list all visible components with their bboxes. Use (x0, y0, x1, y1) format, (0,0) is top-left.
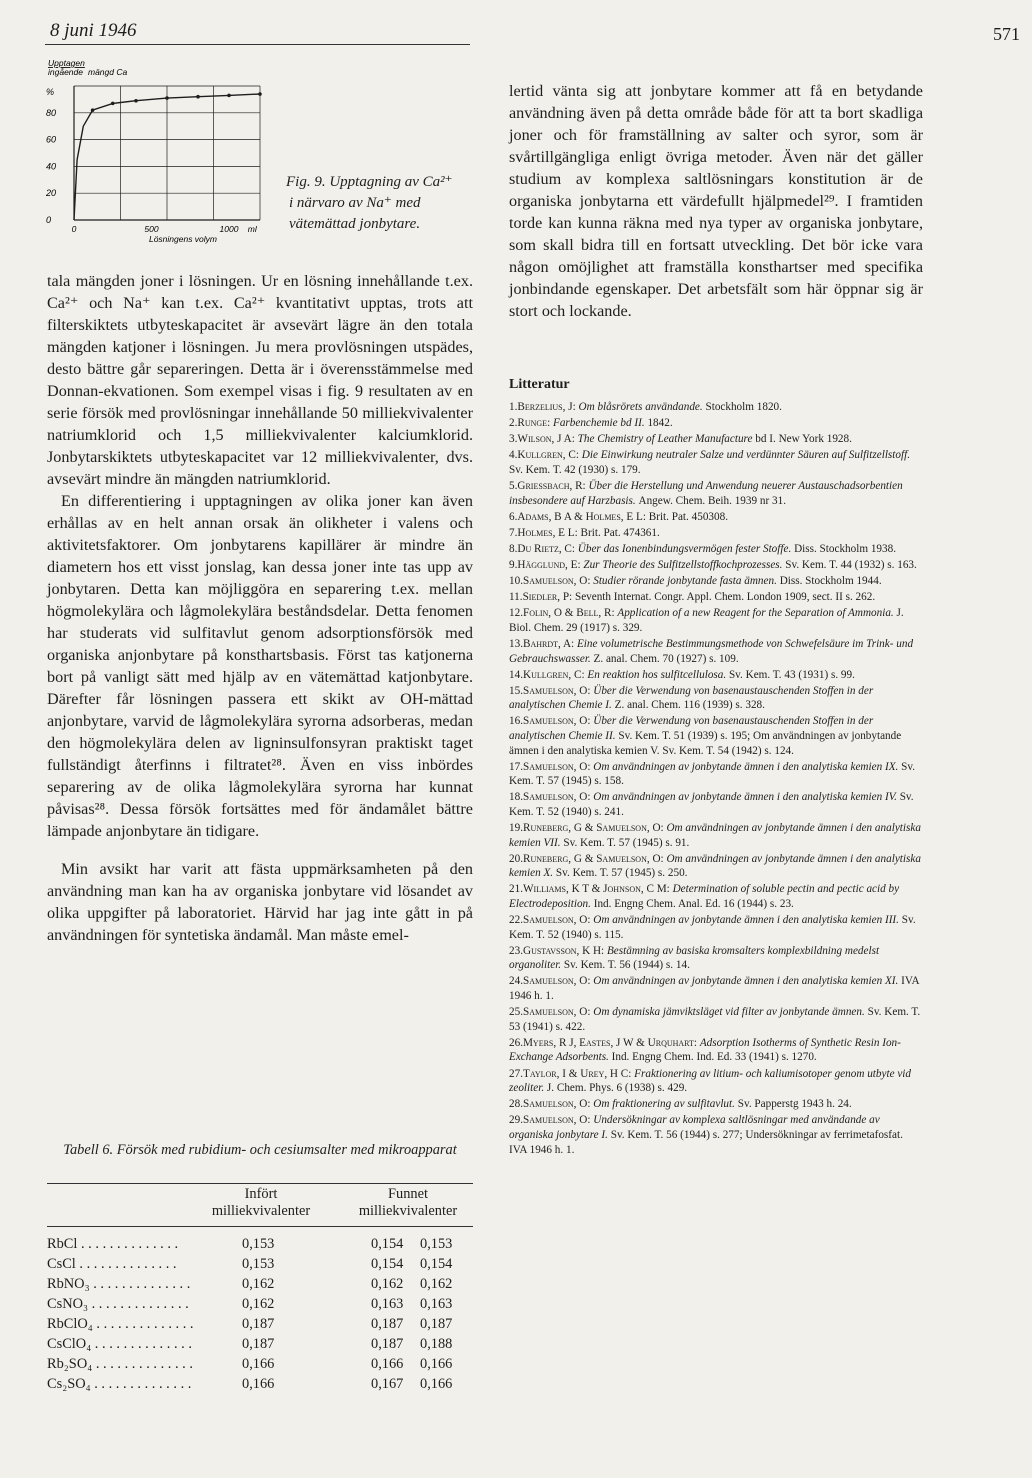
reference-title: Die Einwirkung neutraler Salze und verdünnter Säuren auf Sulfitzellstoff. (581, 449, 911, 462)
table-cell-funnet-1: 0,163 (371, 1296, 404, 1312)
reference-title: Undersökningar av komplexa saltlösningar med användande av organiska jonbytare I. (509, 1114, 880, 1141)
reference-item (509, 416, 923, 431)
reference-item (509, 1113, 923, 1157)
table-cell-funnet-2: 0,188 (420, 1336, 453, 1352)
data-point (258, 92, 262, 96)
reference-title: Bestämning av basiska kromsalters komplexbildning medelst organoliter. (509, 944, 880, 972)
data-point (196, 95, 200, 99)
reference-title: Om dynamiska jämviktsläget vid filter av jonbytande ämnen. (593, 1006, 868, 1019)
reference-source: J. Chem. Phys. 6 (1938) s. 429. (546, 1082, 688, 1095)
reference-item (509, 526, 923, 541)
left-paragraph-2: En differentiering i upptagningen av olika joner kan även erhållas av en helt annan orsak än olikheter i valens och aktivitetsfaktorer. Om jonbytarens kapillärer är mindre än diametern hos ett visst jonslag, kan dessa joner inte tas upp av jonbytaren. Detta kan möjliggöra en separering t.ex. mellan högmolekylära och lågmolekylära beståndsdelar. Detta fenomen har studerats vid sulfitavlut genom adsorptionsförsök med organiska anjonbytare på konsthartsbasis. Först tas katjonerna bort på vanligt sätt med hjälp av en vätemättad katjonbytare. Därefter får lösningen passera ett skikt av OH-mättad anjonbytare, varvid de lågmolekylära syrorna adsorberas, medan den högmolekylära delen av ligninsulfonsyran praktiskt taget fullständigt återfinns i filtratet²⁸. Även en viss inbördes separering av de olika lågmolekylära syrorna har kunnat påvisas²⁸. Dessa försök fortsättes med för ändamålet bättre lämpade anjonbytare än tidigare. (47, 492, 473, 840)
reference-item (509, 684, 923, 713)
table-cell-funnet-1: 0,187 (371, 1316, 404, 1332)
reference-source: Sv. Kem. T. 42 (1930) s. 179. (509, 463, 641, 476)
reference-item (509, 637, 923, 666)
table-cell-funnet-2: 0,163 (420, 1296, 453, 1312)
reference-author: Runge: (517, 417, 553, 430)
x-tick-label: ml (247, 224, 257, 234)
table-header-funnet-a: Funnet (388, 1186, 428, 1202)
table-cell-compound: Cs₂SO₄ . . . . . . . . . . . . . . (47, 1376, 192, 1392)
reference-title: Om användningen av jonbytande ämnen i den analytiska kemien IX. (593, 760, 902, 773)
reference-source: Diss. Stockholm 1938. (794, 542, 897, 555)
reference-number: 21. (509, 883, 523, 896)
reference-title: Fraktionering av litium- och kaliumisotoper genom utbyte vid zeoliter. (509, 1067, 912, 1095)
reference-author: Runeberg, G & Samuelson, O: (522, 852, 667, 865)
reference-title: The Chemistry of Leather Manufacture (577, 433, 756, 446)
reference-author: Samuelson, O: (522, 760, 594, 773)
reference-title: Om fraktionering av sulfitavlut. (593, 1098, 738, 1111)
table-cell-infort: 0,153 (242, 1256, 275, 1272)
table-cell-funnet-2: 0,187 (420, 1316, 453, 1332)
reference-source: IVA 1946 h. 1. (509, 975, 919, 1003)
reference-item (509, 944, 923, 973)
reference-author: Samuelson, O: (522, 914, 594, 927)
left-column (47, 270, 473, 946)
data-point (227, 94, 231, 98)
reference-number: 22. (509, 914, 523, 927)
reference-source: Z. anal. Chem. 70 (1927) s. 109. (593, 652, 739, 665)
reference-author: Wilson, J A: (517, 433, 578, 446)
reference-number: 2. (509, 417, 518, 430)
reference-number: 9. (509, 558, 518, 571)
y-axis-title-2: ingående (48, 67, 83, 77)
reference-author: Samuelson, O: (522, 1098, 594, 1111)
reference-number: 10. (509, 575, 523, 588)
reference-author: Hägglund, E: (517, 558, 584, 571)
reference-item (509, 400, 923, 415)
reference-author: Samuelson, O: (522, 1114, 594, 1127)
reference-author: Myers, R J, Eastes, J W & Urquhart: (522, 1036, 700, 1049)
reference-author: Adams, B A & Holmes, E L: (517, 510, 649, 523)
reference-author: Taylor, I & Urey, H C: (522, 1067, 635, 1080)
table-cell-funnet-1: 0,166 (371, 1356, 404, 1372)
figure-caption-line-1: Fig. 9. Upptagning av Ca²⁺ (286, 174, 453, 190)
reference-source: Angew. Chem. Beih. 1939 nr 31. (638, 494, 786, 507)
reference-source: Stockholm 1820. (705, 401, 782, 413)
reference-title: Farbenchemie bd II. (552, 417, 648, 430)
table-cell-compound: RbClO₄ . . . . . . . . . . . . . . (47, 1316, 194, 1332)
reference-title: Om användningen av jonbytande ämnen i den analytiska kemien X. (509, 852, 921, 880)
y-tick-label: 40 (46, 161, 57, 172)
reference-author: Siedler, P: (522, 591, 575, 604)
reference-item (509, 1005, 923, 1034)
reference-item (509, 760, 923, 789)
figure-caption-line-3: vätemättad jonbytare. (289, 216, 421, 232)
reference-item (509, 714, 923, 758)
reference-item (509, 913, 923, 942)
table-row (47, 1256, 473, 1276)
table-cell-infort: 0,153 (242, 1236, 275, 1252)
reference-source: Sv. Kem. T. 56 (1944) s. 277; Undersökningar av ferrimetafosfat. IVA 1946 h. 1. (509, 1128, 903, 1156)
table-row (47, 1276, 473, 1296)
y-axis-title: Upptagen (48, 58, 85, 68)
right-paragraph-1: lertid vänta sig att jonbytare kommer att få en betydande användning även på detta område både för att ta bort skadliga joner och för framställning av salter och syror, som är svårtillgängliga enligt övriga metoder. Även när det gäller studium av komplexa saltlösningars konstitution är de organiska jonbytarna ett värdefullt hjälpmedel²⁹. I framtiden torde kan kunna räkna med nya typer av organiska jonbytare, som skall bidra till en fortsatt utveckling. Det bör icke vara någon omöjlighet att framställa konsthartser med specifika jonbindande egenskaper. Det arbetsfält som här öppnar sig är stort och lockande. (509, 82, 923, 320)
table-row (47, 1316, 473, 1336)
reference-source: Diss. Stockholm 1944. (779, 575, 882, 588)
reference-author: Holmes, E L: (517, 526, 581, 539)
reference-title: Studier rörande jonbytande fasta ämnen. (593, 575, 780, 588)
table-row (47, 1336, 473, 1356)
reference-author: Samuelson, O: (522, 684, 594, 697)
reference-source: J. Biol. Chem. 29 (1917) s. 329. (509, 607, 904, 634)
reference-item (509, 852, 923, 881)
reference-author: Bahrdt, A: (522, 637, 577, 650)
reference-source: Ind. Engng Chem. Anal. Ed. 16 (1944) s. 23. (593, 898, 794, 910)
reference-number: 19. (509, 822, 523, 835)
right-column (509, 80, 923, 322)
reference-item (509, 558, 923, 573)
y-unit: % (46, 87, 55, 97)
left-paragraph-3: Min avsikt har varit att fästa uppmärksamheten på den användning man kan ha av organiska jonbytare vid lösandet av olika uppgifter på laboratoriet. Härvid har jag inte gått in på användningen för syntetiska ändamål. Man måste emel- (47, 860, 473, 944)
table-header-infort (196, 1186, 326, 1220)
reference-number: 17. (509, 760, 523, 773)
reference-author: Kullgren, C: (522, 668, 588, 681)
reference-number: 3. (509, 433, 518, 446)
reference-number: 4. (509, 449, 518, 462)
reference-title: Om användningen av jonbytande ämnen i den analytiska kemien IV. (593, 791, 900, 804)
table-cell-compound: CsClO₄ . . . . . . . . . . . . . . (47, 1336, 192, 1352)
reference-number: 1. (509, 401, 518, 413)
reference-number: 26. (509, 1036, 523, 1049)
reference-author: Berzelius, J: (517, 401, 579, 413)
table-cell-infort: 0,166 (242, 1356, 275, 1372)
figure-caption-line-2: i närvaro av Na⁺ med (289, 195, 421, 211)
reference-author: Samuelson, O: (522, 975, 594, 988)
reference-author: Gustavsson, K H: (522, 944, 607, 957)
reference-number: 14. (509, 668, 523, 681)
reference-source: Brit. Pat. 450308. (648, 510, 728, 523)
reference-item (509, 1097, 923, 1112)
reference-source: Sv. Kem. T. 56 (1944) s. 14. (563, 959, 690, 972)
data-point (134, 99, 138, 103)
data-point (165, 96, 169, 100)
reference-item (509, 1067, 923, 1096)
reference-number: 7. (509, 526, 518, 539)
table-row (47, 1236, 473, 1256)
table-row (47, 1296, 473, 1316)
reference-number: 6. (509, 510, 518, 523)
reference-item (509, 510, 923, 525)
table-cell-funnet-1: 0,187 (371, 1336, 404, 1352)
table-cell-funnet-2: 0,162 (420, 1276, 453, 1292)
reference-source: Sv. Kem. T. 57 (1945) s. 158. (509, 760, 916, 788)
reference-source: Brit. Pat. 474361. (580, 526, 660, 539)
reference-author: Samuelson, O: (522, 1006, 594, 1019)
references-heading: Litteratur (509, 377, 570, 392)
reference-number: 11. (509, 591, 523, 604)
table-cell-funnet-2: 0,166 (420, 1376, 453, 1392)
x-tick-label: 0 (71, 224, 77, 234)
table-header-rule (47, 1226, 473, 1227)
table-cell-funnet-1: 0,167 (371, 1376, 404, 1392)
reference-item (509, 590, 923, 605)
reference-title: Über die Verwendung von basenaustauschenden Stoffen in der analytischen Chemie I. (509, 684, 874, 712)
table-cell-funnet-1: 0,154 (371, 1256, 404, 1272)
reference-source: bd I. New York 1928. (755, 433, 852, 446)
y-tick-label: 60 (46, 134, 57, 145)
table-cell-compound: CsNO₃ . . . . . . . . . . . . . . (47, 1296, 189, 1312)
reference-number: 25. (509, 1006, 523, 1019)
reference-source: Ind. Engng Chem. Ind. Ed. 33 (1941) s. 1270. (611, 1051, 817, 1064)
reference-item (509, 882, 923, 911)
table-row (47, 1376, 473, 1396)
reference-title: Über die Verwendung von basenaustauschenden Stoffen in der analytischen Chemie II. (509, 715, 874, 742)
reference-number: 27. (509, 1067, 523, 1080)
table-cell-infort: 0,162 (242, 1296, 275, 1312)
table-cell-infort: 0,187 (242, 1336, 275, 1352)
table-cell-funnet-1: 0,154 (371, 1236, 404, 1252)
reference-title: Über die Herstellung und Anwendung neuerer Austauschadsorbentien insbesondere auf Harzbasis. (509, 479, 903, 507)
reference-source: Sv. Papperstg 1943 h. 24. (737, 1098, 852, 1111)
reference-source: Sv. Kem. T. 53 (1941) s. 422. (509, 1006, 921, 1033)
y-tick-label: 0 (46, 215, 52, 225)
reference-item (509, 1036, 923, 1065)
reference-author: Griessbach, R: (517, 479, 589, 492)
reference-title: Application of a new Reagent for the Separation of Ammonia. (617, 607, 897, 620)
reference-author: Samuelson, O: (522, 715, 594, 728)
reference-author: Kullgren, C: (517, 449, 582, 462)
table-cell-funnet-2: 0,154 (420, 1256, 453, 1272)
reference-item (509, 479, 923, 508)
table-cell-compound: Rb₂SO₄ . . . . . . . . . . . . . . (47, 1356, 193, 1372)
figure-9-chart (40, 58, 276, 254)
table-row (47, 1356, 473, 1376)
reference-source: Sv. Kem. T. 52 (1940) s. 115. (509, 914, 916, 941)
x-axis-label: Lösningens volym (148, 234, 218, 244)
reference-author: Samuelson, O: (522, 575, 594, 588)
table-caption: Tabell 6. Försök med rubidium- och cesiumsalter med mikroapparat (63, 1142, 457, 1158)
reference-number: 23. (509, 944, 523, 957)
data-point (91, 108, 95, 112)
reference-source: Sv. Kem. T. 57 (1945) s. 250. (555, 867, 688, 880)
reference-item (509, 542, 923, 557)
reference-author: Du Rietz, C: (517, 542, 578, 555)
reference-number: 18. (509, 791, 523, 804)
reference-number: 28. (509, 1098, 523, 1111)
reference-item (509, 790, 923, 819)
reference-item (509, 668, 923, 683)
table-top-rule (47, 1183, 473, 1184)
reference-source: Sv. Kem. T. 43 (1931) s. 99. (728, 668, 855, 681)
reference-item (509, 974, 923, 1003)
reference-number: 5. (509, 479, 518, 492)
page-number: 571 (993, 24, 1020, 44)
reference-title: Zur Theorie des Sulfitzellstoffkochprozesses. (583, 558, 786, 571)
reference-title: Adsorption Isotherms of Synthetic Resin Ion-Exchange Adsorbents. (509, 1036, 901, 1064)
reference-source: Sv. Kem. T. 44 (1932) s. 163. (785, 558, 917, 571)
table-header-infort-a: Infört (244, 1186, 278, 1202)
chart-grid (74, 86, 260, 220)
reference-source: Seventh Internat. Congr. Appl. Chem. London 1909, sect. II s. 262. (574, 591, 876, 604)
y-tick-labels (45, 108, 56, 225)
y-tick-label: 80 (46, 107, 57, 118)
reference-item (509, 821, 923, 850)
y-axis-title-3: mängd Ca (88, 67, 128, 77)
reference-author: Williams, K T & Johnson, C M: (522, 883, 673, 896)
reference-author: Runeberg, G & Samuelson, O: (522, 822, 667, 835)
left-paragraph-1: tala mängden joner i lösningen. Ur en lösning innehållande t.ex. Ca²⁺ och Na⁺ kan t.ex. Ca²⁺ kvantitativt upptas, trots att filterskiktets utbyteskapacitet är avsevärt lägre än den totala mängden katjoner i lösningen. Ju mera provlösningen utspädes, desto bättre går separeringen. Detta är i överensstämmelse med Donnan-ekvationen. Som exempel visas i fig. 9 resultaten av en serie försök med provlösningar innehållande 50 milliekvivalenter natriumklorid och 1,5 milliekvivalenter kalciumklorid. Jonbytarskiktets utbyteskapacitet var 12 milliekvivalenter, dvs. avsevärt mindre än mängden natriumklorid. (47, 272, 473, 488)
reference-title: En reaktion hos sulfitcellulosa. (587, 668, 729, 681)
reference-source: Sv. Kem. T. 52 (1940) s. 241. (509, 791, 914, 818)
reference-author: Folin, O & Bell, R: (522, 607, 618, 620)
reference-item (509, 432, 923, 447)
reference-source: Sv. Kem. T. 51 (1939) s. 195; Om användningen av jonbytande ämnen i den analytiska kemien V. Sv. Kem. T. 54 (1942) s. 124. (509, 729, 902, 757)
table-cell-compound: RbCl . . . . . . . . . . . . . . (47, 1236, 179, 1252)
x-tick-label: 1000 (219, 224, 239, 234)
table-cell-compound: CsCl . . . . . . . . . . . . . . (47, 1256, 177, 1272)
reference-author: Samuelson, O: (522, 791, 594, 804)
reference-number: 24. (509, 975, 523, 988)
table-cell-infort: 0,162 (242, 1276, 275, 1292)
reference-number: 15. (509, 684, 523, 697)
y-tick-label: 20 (46, 188, 57, 199)
reference-title: Determination of soluble pectin and pectic acid by Electrodeposition. (509, 883, 900, 910)
reference-number: 8. (509, 542, 518, 555)
reference-title: Eine volumetrische Bestimmungsmethode von Schwefelsäure im Trink- und Gebrauchswasser. (509, 637, 914, 665)
reference-source: Sv. Kem. T. 57 (1945) s. 91. (563, 836, 690, 849)
table-header-funnet-b: milliekvivalenter (358, 1203, 458, 1219)
reference-title: Om användningen av jonbytande ämnen i den analytiska kemien III. (593, 914, 902, 927)
reference-title: Om blåsrörets användande. (578, 401, 706, 413)
table-cell-funnet-2: 0,166 (420, 1356, 453, 1372)
figure-caption (286, 172, 476, 235)
header-date: 8 juni 1946 (50, 20, 137, 41)
reference-number: 12. (509, 607, 523, 620)
table-cell-compound: RbNO₃ . . . . . . . . . . . . . . (47, 1276, 191, 1292)
references-list (509, 400, 923, 1159)
table-cell-infort: 0,187 (242, 1316, 275, 1332)
reference-number: 13. (509, 637, 523, 650)
reference-source: Z. anal. Chem. 116 (1939) s. 328. (614, 699, 765, 712)
table-header-funnet (343, 1186, 473, 1220)
header-rule (45, 44, 470, 45)
table-cell-funnet-1: 0,162 (371, 1276, 404, 1292)
reference-item (509, 606, 923, 635)
reference-title: Über das Ionenbindungsvermögen fester Stoffe. (577, 542, 795, 555)
reference-title: Om användningen av jonbytande ämnen i den analytiska kemien VII. (509, 822, 921, 849)
reference-number: 29. (509, 1114, 523, 1127)
reference-item (509, 574, 923, 589)
reference-number: 16. (509, 715, 523, 728)
table-cell-funnet-2: 0,153 (420, 1236, 453, 1252)
table-header-infort-b: milliekvivalenter (211, 1203, 311, 1219)
table-cell-infort: 0,166 (242, 1376, 275, 1392)
reference-item (509, 448, 923, 477)
reference-title: Om användningen av jonbytande ämnen i den analytiska kemien XI. (593, 975, 902, 988)
reference-source: 1842. (647, 417, 673, 430)
x-tick-label: 500 (144, 224, 159, 234)
data-point (111, 102, 115, 106)
x-tick-labels (72, 224, 258, 234)
reference-number: 20. (509, 852, 523, 865)
